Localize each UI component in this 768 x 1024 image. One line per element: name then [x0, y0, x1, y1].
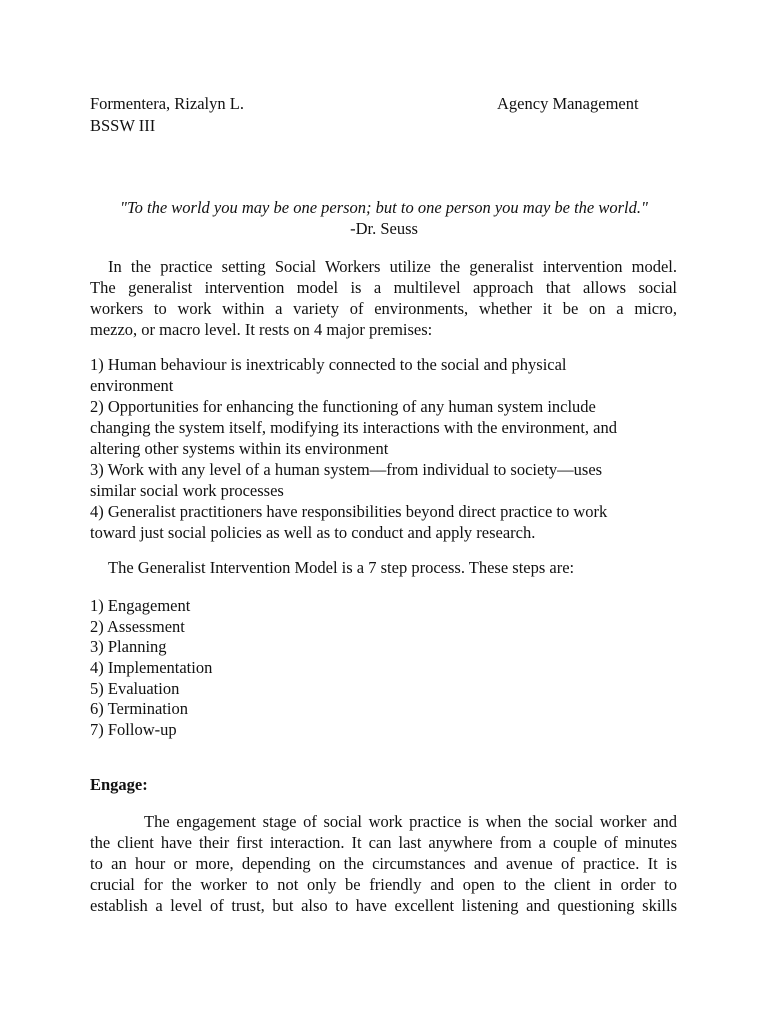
engage-line: to an hour or more, depending on the circumstances and avenue of practice. It is — [90, 854, 677, 873]
engage-heading: Engage: — [90, 775, 148, 794]
engage-line: crucial for the worker to not only be friendly and open to the client in order to — [90, 875, 677, 894]
step-item: 4) Implementation — [90, 658, 213, 677]
program-label: BSSW III — [90, 116, 156, 135]
intro-line: mezzo, or macro level. It rests on 4 major premises: — [90, 320, 433, 339]
step-item: 6) Termination — [90, 699, 188, 718]
quote-text: "To the world you may be one person; but to one person you may be the world." — [120, 198, 648, 217]
premise-line: toward just social policies as well as to conduct and apply research. — [90, 523, 536, 542]
premise-line: 4) Generalist practitioners have responsibilities beyond direct practice to work — [90, 502, 608, 521]
step-item: 2) Assessment — [90, 617, 185, 636]
step-item: 5) Evaluation — [90, 679, 180, 698]
premise-line: changing the system itself, modifying its interactions with the environment, and — [90, 418, 617, 437]
premise-line: 3) Work with any level of a human system—from individual to society—uses — [90, 460, 603, 479]
premise-line: altering other systems within its environment — [90, 439, 389, 458]
premise-line: similar social work processes — [90, 481, 284, 500]
step-item: 3) Planning — [90, 637, 167, 656]
engage-line: establish a level of trust, but also to have excellent listening and questioning skills — [90, 896, 677, 915]
engage-line: the client have their first interaction. It can last anywhere from a couple of minutes — [90, 833, 677, 852]
engage-line: The engagement stage of social work practice is when the social worker and — [144, 812, 677, 831]
author-name: Formentera, Rizalyn L. — [90, 94, 244, 113]
premise-line: 1) Human behaviour is inextricably connected to the social and physical — [90, 355, 567, 374]
premise-line: 2) Opportunities for enhancing the functioning of any human system include — [90, 397, 596, 416]
course-title: Agency Management — [497, 94, 639, 113]
steps-intro: The Generalist Intervention Model is a 7 step process. These steps are: — [108, 558, 575, 577]
intro-line: workers to work within a variety of environments, whether it be on a micro, — [90, 299, 677, 318]
quote-author: -Dr. Seuss — [350, 219, 418, 238]
intro-line: The generalist intervention model is a multilevel approach that allows social — [90, 278, 677, 297]
intro-line: In the practice setting Social Workers utilize the generalist intervention model. — [108, 257, 677, 276]
step-item: 1) Engagement — [90, 596, 191, 615]
premise-line: environment — [90, 376, 174, 395]
step-item: 7) Follow-up — [90, 720, 177, 739]
